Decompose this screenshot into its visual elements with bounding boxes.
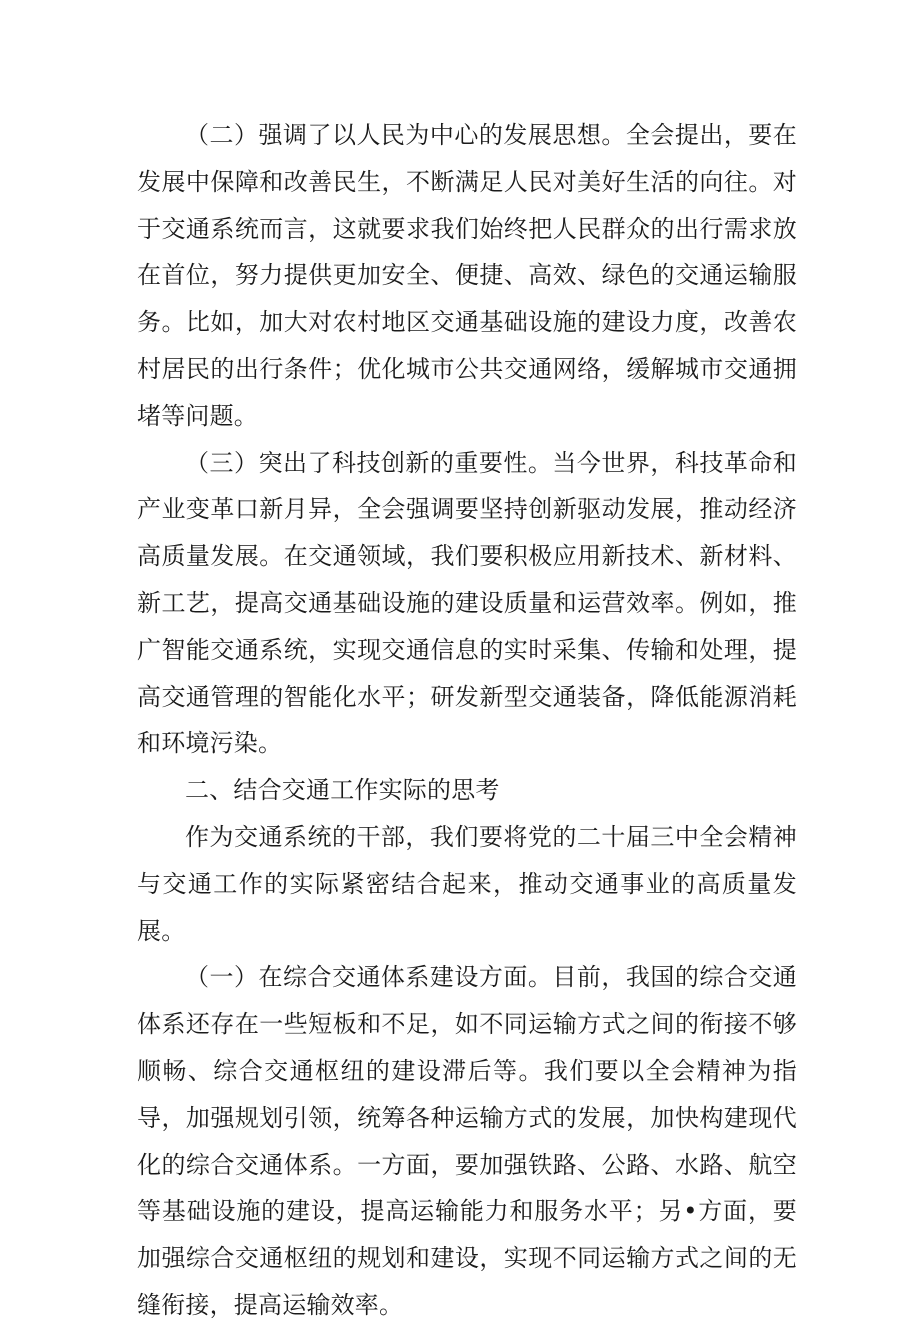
- section-intro-paragraph: 作为交通系统的干部，我们要将党的二十届三中全会精神与交通工作的实际紧密结合起来，推动交通事业的高质量发展。: [137, 822, 797, 945]
- paragraph-tech-innovation: （三）突出了科技创新的重要性。当今世界，科技革命和产业变革口新月异，全会强调要坚持创新驱动发展，推动经济高质量发展。在交通领域，我们要积极应用新技术、新材料、新工艺，提高交通基础设施的建设质量和运营效率。例如，推广智能交通系统，实现交通信息的实时采集、传输和处理，提高交通管理的智能化水平；研发新型交通装备，降低能源消耗和环境污染。: [137, 448, 797, 758]
- section-heading: 二、结合交通工作实际的思考: [185, 776, 500, 805]
- paragraph-emphasis-people-centered: （二）强调了以人民为中心的发展思想。全会提出，要在发展中保障和改善民生，不断满足人民对美好生活的向往。对于交通系统而言，这就要求我们始终把人民群众的出行需求放在首位，努力提供更加安全、便捷、高效、绿色的交通运输服务。比如，加大对农村地区交通基础设施的建设力度，改善农村居民的出行条件；优化城市公共交通网络，缓解城市交通拥堵等问题。: [137, 121, 797, 430]
- paragraph-integrated-transport: （一）在综合交通体系建设方面。目前，我国的综合交通体系还存在一些短板和不足，如不同运输方式之间的衔接不够顺畅、综合交通枢纽的建设滞后等。我们要以全会精神为指导，加强规划引领，统筹各种运输方式的发展，加快构建现代化的综合交通体系。一方面，要加强铁路、公路、水路、航空等基础设施的建设，提高运输能力和服务水平；另•方面，要加强综合交通枢纽的规划和建设，实现不同运输方式之间的无缝衔接，提高运输效率。: [137, 963, 797, 1319]
- document-body: [137, 112, 797, 1329]
